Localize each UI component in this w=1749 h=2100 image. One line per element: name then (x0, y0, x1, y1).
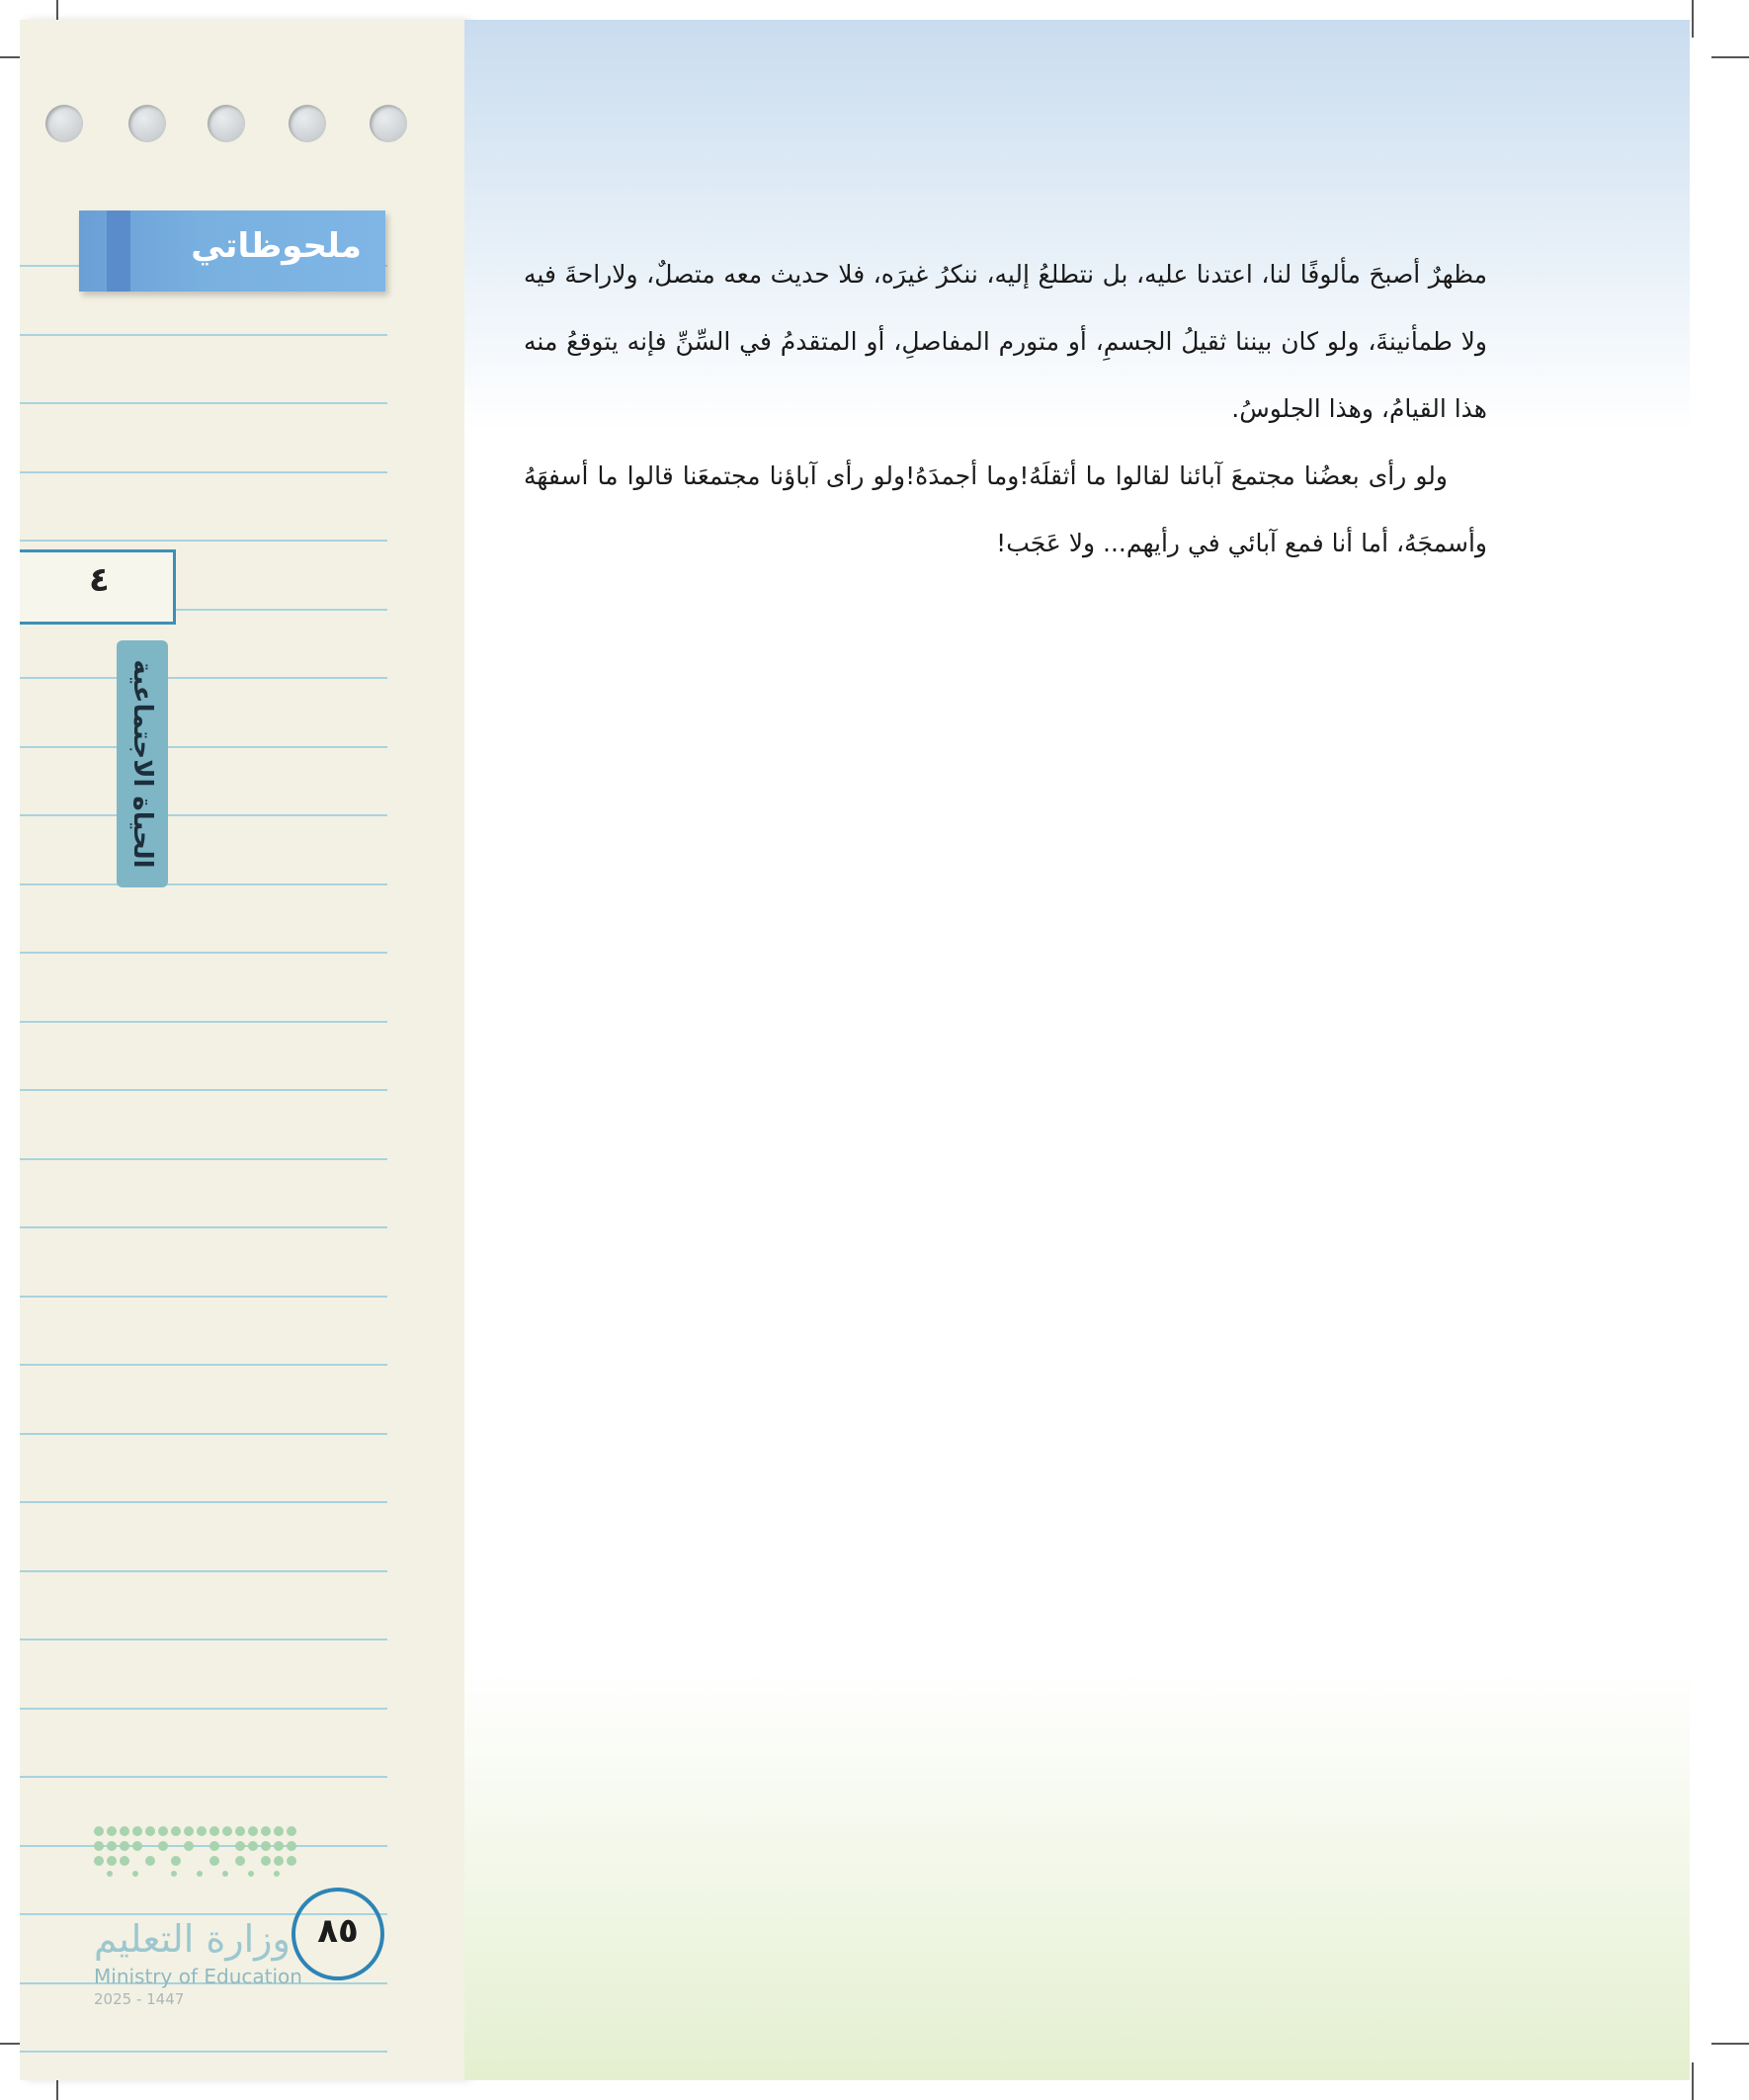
logo-dot (107, 1871, 113, 1877)
paragraph: مظهرٌ أصبحَ مألوفًا لنا، اعتدنا عليه، بل نتطلعُ إليه، ننكرُ غيرَه، فلا حديث معه متصلٌ، ولاراحةَ فيه ولا طمأنينةَ، ولو كان بيننا ثقيلُ الجسمِ، أو متورم المفاصلِ، أو المتقدمُ في السِّنِّ فإنه يتوقعُ منه هذا القيامُ، وهذا الجلوسُ. (524, 260, 1487, 423)
page-number-badge (292, 1888, 384, 1980)
unit-label: الحياة الاجتماعية (127, 659, 157, 869)
logo-dot (287, 1841, 296, 1851)
ruled-line (20, 677, 387, 679)
ruled-line (20, 952, 387, 954)
ruled-line (20, 1021, 387, 1023)
logo-dot (171, 1871, 177, 1877)
logo-dot (107, 1841, 117, 1851)
chapter-number-box (20, 549, 176, 625)
crop-mark (1711, 2043, 1749, 2045)
logo-dot (145, 1856, 155, 1866)
logo-dot (132, 1826, 142, 1836)
ruled-line (20, 883, 387, 885)
logo-dot (197, 1826, 207, 1836)
logo-dot (248, 1841, 258, 1851)
logo-dot (235, 1856, 245, 1866)
ruled-line (20, 2051, 387, 2053)
logo-dot (248, 1871, 254, 1877)
binder-hole (370, 105, 407, 142)
ruled-line (20, 334, 387, 336)
ruled-line (20, 814, 387, 816)
logo-dot (145, 1826, 155, 1836)
binder-hole (128, 105, 166, 142)
logo-dot (107, 1826, 117, 1836)
logo-dot (120, 1826, 129, 1836)
crop-mark (1711, 56, 1749, 58)
ruled-line (20, 1570, 387, 1572)
page-number: ٨٥ (317, 1911, 359, 1951)
ruled-line (20, 1638, 387, 1640)
notes-panel (20, 20, 464, 2080)
logo-dot (197, 1871, 203, 1877)
logo-dot (171, 1826, 181, 1836)
ruled-line (20, 540, 387, 542)
logo-dot (158, 1826, 168, 1836)
paragraph: ولو رأى بعضُنا مجتمعَ آبائنا لقالوا ما أثقلَهُ!وما أجمدَهُ!ولو رأى آباؤنا مجتمعَنا قالوا ما أسفهَهُ وأسمجَهُ، أما أنا فمع آبائي في رأيهم... ولا عَجَب! (524, 462, 1487, 557)
notes-header-tab (79, 210, 385, 292)
body-text (524, 241, 1487, 577)
logo-dot (132, 1841, 142, 1851)
ruled-line (20, 1089, 387, 1091)
ruled-line (20, 402, 387, 404)
logo-dot (287, 1856, 296, 1866)
logo-dot (171, 1856, 181, 1866)
ministry-name-english: Ministry of Education (94, 1965, 302, 1988)
tab-stripe (107, 210, 130, 292)
logo-dot (120, 1841, 129, 1851)
crop-mark (1692, 2062, 1694, 2100)
logo-dot (274, 1826, 284, 1836)
logo-dot (274, 1856, 284, 1866)
ruled-line (20, 1226, 387, 1228)
logo-dot (132, 1871, 138, 1877)
binder-hole (208, 105, 245, 142)
ruled-line (20, 1708, 387, 1710)
logo-dot (235, 1841, 245, 1851)
crop-mark (1692, 0, 1694, 38)
logo-dot (94, 1826, 104, 1836)
logo-dot (274, 1841, 284, 1851)
edition-year: 2025 - 1447 (94, 1990, 185, 2008)
logo-dot (248, 1826, 258, 1836)
logo-dot (261, 1856, 271, 1866)
main-content-area (464, 20, 1690, 2080)
logo-dot (107, 1856, 117, 1866)
logo-dot (261, 1826, 271, 1836)
ruled-line (20, 471, 387, 473)
logo-dot (235, 1826, 245, 1836)
binder-hole (289, 105, 326, 142)
notes-title: ملحوظاتي (191, 226, 362, 266)
ruled-line (20, 1364, 387, 1366)
binder-hole (45, 105, 83, 142)
logo-dot (94, 1841, 104, 1851)
logo-dot (287, 1826, 296, 1836)
logo-dot (120, 1856, 129, 1866)
ruled-line (20, 1158, 387, 1160)
chapter-number: ٤ (89, 560, 110, 600)
ministry-name-arabic: وزارة التعليم (94, 1917, 291, 1961)
logo-dot (274, 1871, 280, 1877)
ruled-line (20, 1296, 387, 1298)
ministry-logo-dots-icon (94, 1826, 311, 1895)
logo-dot (209, 1856, 219, 1866)
logo-dot (209, 1841, 219, 1851)
logo-dot (184, 1826, 194, 1836)
logo-dot (222, 1826, 232, 1836)
ruled-line (20, 1501, 387, 1503)
logo-dot (94, 1856, 104, 1866)
logo-dot (158, 1841, 168, 1851)
unit-label-tab (117, 640, 168, 887)
logo-dot (222, 1871, 228, 1877)
ruled-line (20, 1776, 387, 1778)
logo-dot (261, 1841, 271, 1851)
ruled-line (20, 1433, 387, 1435)
logo-dot (209, 1826, 219, 1836)
logo-dot (184, 1841, 194, 1851)
ruled-line (20, 746, 387, 748)
